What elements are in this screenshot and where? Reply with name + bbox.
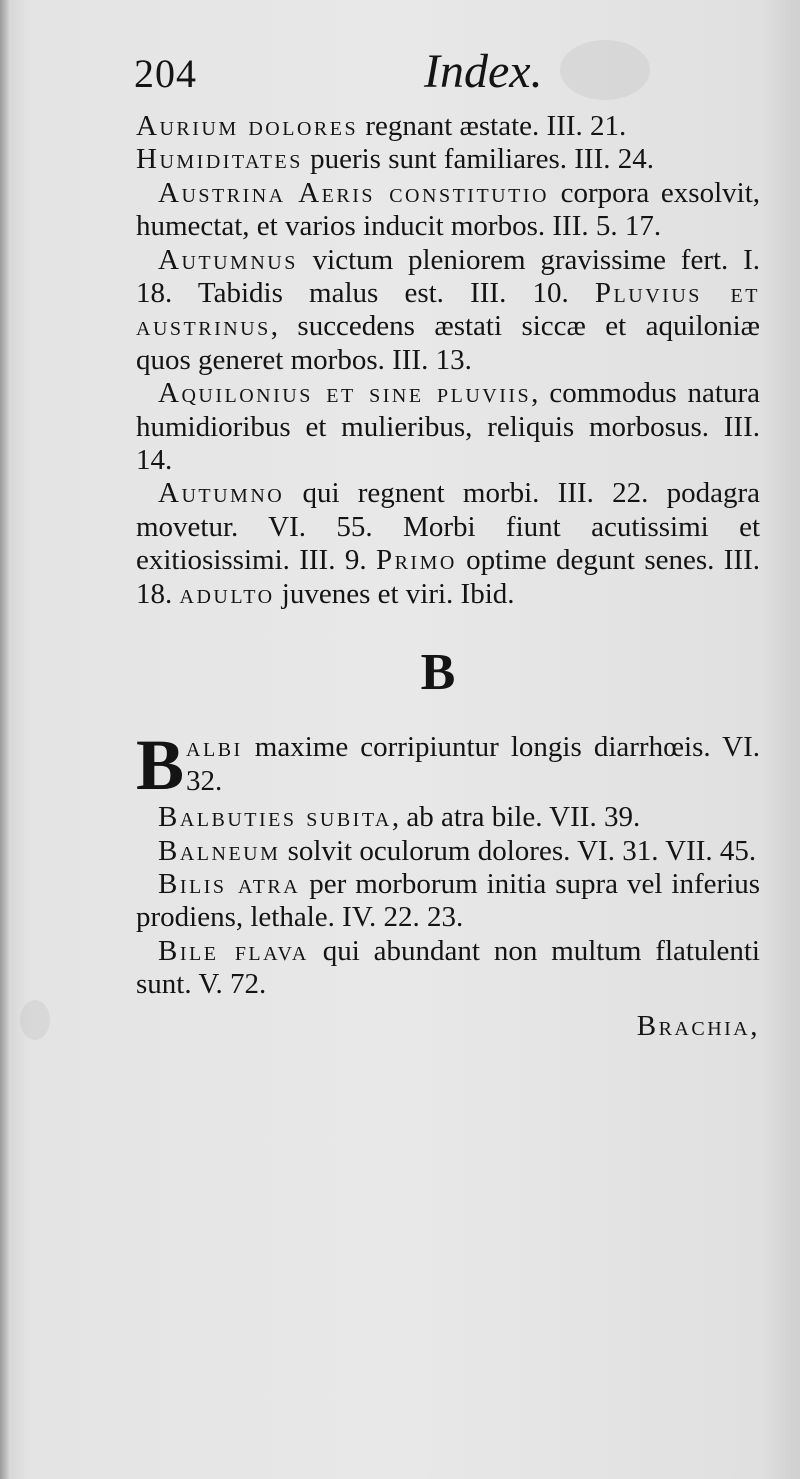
entry-subheadword: Primo (375, 544, 457, 577)
entry-headword: albi (186, 731, 243, 764)
entry-text: , ab atra bile. VII. 39. (391, 801, 641, 834)
entry-text: solvit oculorum dolores. VI. 31. VII. 45. (280, 834, 757, 867)
entry-text: pueris sunt familiares. III. 24. (302, 143, 654, 176)
entry-headword: Autumnus (158, 243, 298, 276)
entry-headword: Autumno (158, 477, 285, 510)
index-entry (136, 725, 760, 806)
index-text (136, 110, 760, 1072)
index-entry (136, 935, 760, 1002)
entry-text: optime degunt senes. III. 18. (136, 544, 760, 610)
index-entry (136, 244, 760, 378)
entry-text: victum pleniorem gravissime fert. I. 18. Tabidis malus est. III. 10. (136, 243, 760, 310)
entry-text: juvenes et viri. Ibid. (274, 577, 515, 610)
entry-headword: Aquilonius et sine pluviis (158, 377, 532, 410)
page-number: 204 (134, 51, 197, 96)
entry-subheadword: Pluvius et austrinus (136, 277, 760, 343)
drop-cap: B (136, 725, 185, 806)
entry-text: qui regnent morbi. III. 22. podagra movetur. VI. 55. Morbi fiunt acutissimi et exitiosissimi. III. 9. (136, 477, 760, 577)
entry-headword: Balbuties subita (158, 801, 392, 834)
index-entry (136, 801, 760, 834)
index-entry (136, 143, 760, 176)
running-title: Index. (424, 45, 543, 98)
section-letter: B (420, 644, 456, 702)
entry-text: qui abundant non multum flatulenti sunt. V. 72. (136, 934, 760, 1001)
entry-text: regnant æstate. III. 21. (358, 110, 627, 142)
index-entry (136, 377, 760, 477)
entry-subheadword: adulto (179, 577, 275, 610)
entry-text: , commodus natura humidioribus et mulieribus, reliquis morbosus. III. 14. (136, 377, 760, 477)
entry-headword: Balneum (158, 834, 281, 867)
index-entry (136, 177, 760, 244)
page-edge-shadow (0, 0, 10, 1479)
entry-headword: Bile flava (158, 934, 309, 967)
running-head (134, 38, 774, 108)
index-entry (136, 868, 760, 935)
entry-text: per morborum initia supra vel inferius prodiens, lethale. IV. 22. 23. (136, 867, 760, 934)
entry-text: , succedens æstati siccæ et aquiloniæ quos generet morbos. III. 13. (136, 310, 760, 376)
index-entry (136, 835, 760, 868)
entry-text: corpora exsolvit, humectat, et varios inducit morbos. III. 5. 17. (136, 176, 760, 243)
index-entry (136, 477, 760, 611)
entry-headword: Bilis atra (158, 867, 301, 900)
paper-stain (20, 1000, 50, 1040)
entry-headword: Austrina Aeris constitutio (158, 176, 549, 209)
catchword: Brachia, (636, 1009, 760, 1042)
entry-headword: Aurium dolores (136, 110, 359, 142)
entry-text: maxime corripiuntur longis diarrhœis. VI. 32. (186, 731, 760, 797)
entry-headword: Humiditates (136, 143, 303, 176)
index-entry (136, 110, 760, 143)
